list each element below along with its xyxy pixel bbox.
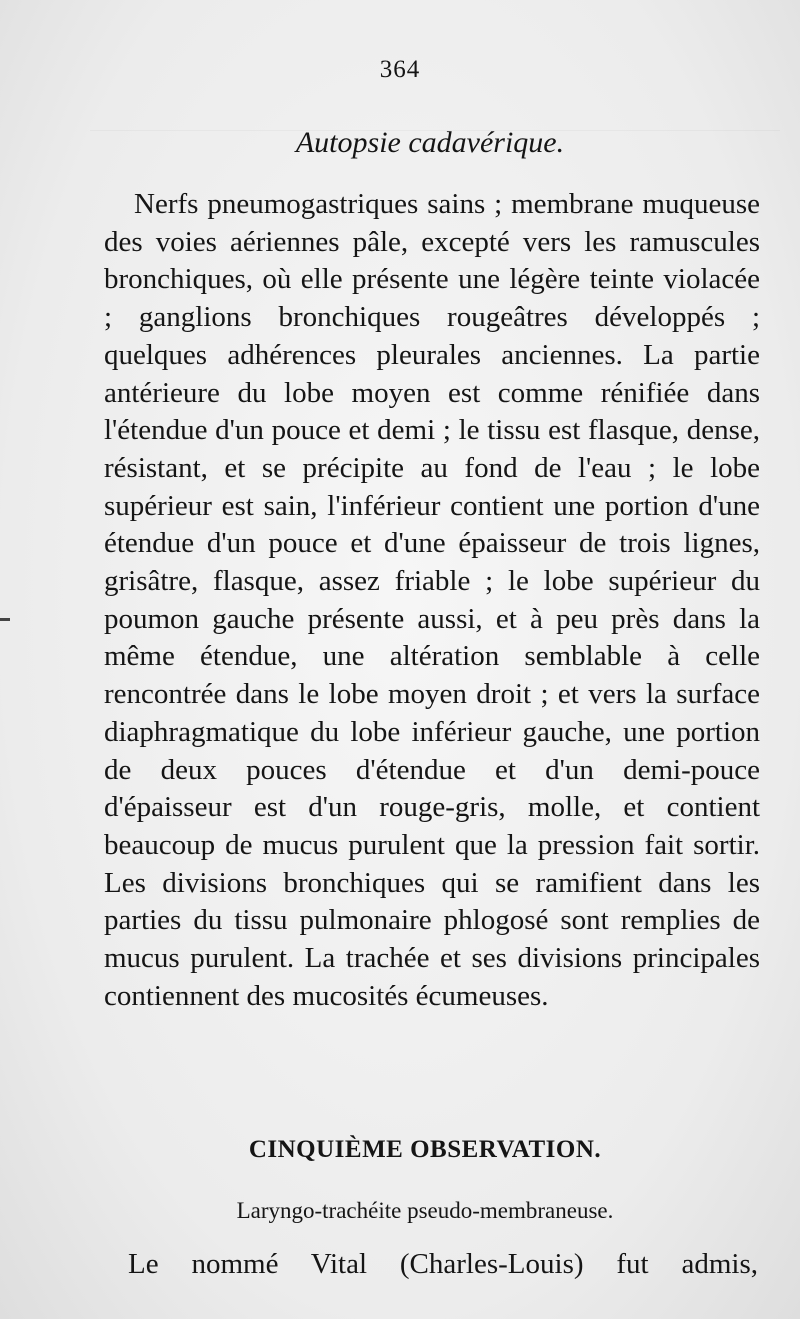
page-number: 364	[379, 56, 421, 83]
section-title: Autopsie cadavérique.	[295, 126, 565, 159]
observation-subtitle: Laryngo-trachéite pseudo-membraneuse.	[236, 1198, 614, 1223]
observation-heading: CINQUIÈME OBSERVATION.	[248, 1136, 602, 1163]
continuation-line: Le nommé Vital (Charles-Louis) fut admis,	[128, 1248, 758, 1280]
margin-mark	[0, 618, 10, 621]
body-text: Nerfs pneumogastriques sains ; membrane muqueuse des voies aériennes pâle, excepté vers les ramuscules bronchiques, où elle présente une légère teinte violacée ; ganglions bronchiques rougeâtres développés ; quelques adhérences pleurales anciennes. La partie antérieure du lobe moyen est comme rénifiée dans l'étendue d'un pouce et demi ; le tissu est flasque, dense, résistant, et se précipite au fond de l'eau ; le lobe supérieur est sain, l'inférieur contient une portion d'une étendue d'un pouce et d'une épaisseur de trois lignes, grisâtre, flasque, assez friable ; le lobe supérieur du poumon gauche présente aussi, et à peu près dans la même étendue, une altération semblable à celle rencontrée dans le lobe moyen droit ; et vers la surface diaphragmatique du lobe inférieur gauche, une portion de deux pouces d'étendue et d'un demi-pouce d'épaisseur est d'un rouge-gris, molle, et contient beaucoup de mucus purulent que la pression fait sortir. Les divisions bronchiques qui se ramifient dans les parties du tissu pulmonaire phlogosé sont remplies de mucus purulent. La trachée et ses divisions principales contiennent des mucosités écumeuses.	[104, 188, 760, 1012]
body-paragraph	[104, 186, 760, 1015]
